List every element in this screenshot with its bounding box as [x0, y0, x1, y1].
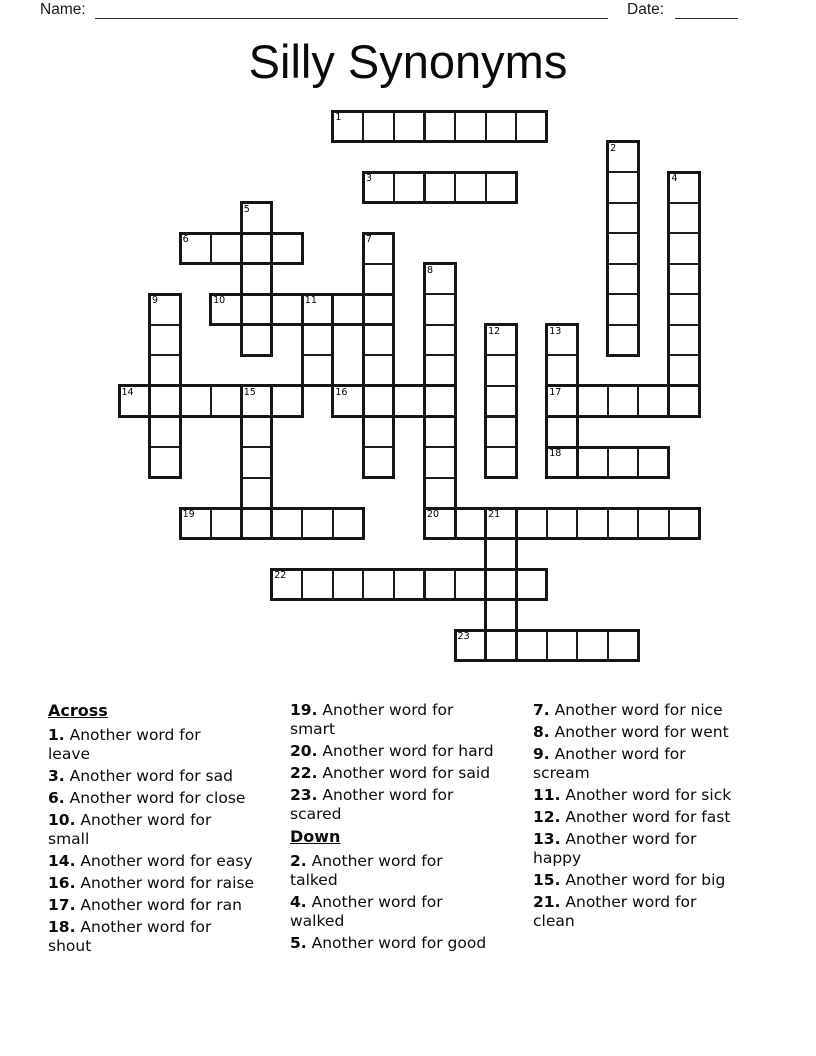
clue-item: 16. Another word for raise — [48, 874, 255, 892]
grid-cell[interactable] — [332, 568, 365, 601]
cell-number: 11 — [304, 295, 317, 307]
clue-item: 17. Another word for ran — [48, 896, 243, 914]
cell-number: 17 — [549, 386, 562, 398]
grid-cell[interactable] — [240, 324, 273, 357]
grid-cell[interactable] — [362, 385, 395, 418]
cell-number: 19 — [182, 509, 195, 521]
clue-number: 7. — [533, 701, 550, 719]
grid-cell[interactable] — [576, 507, 609, 540]
grid-cell[interactable] — [485, 507, 518, 540]
grid-cell[interactable] — [271, 293, 304, 326]
cell-number: 10 — [213, 295, 226, 307]
grid-cell[interactable] — [424, 171, 457, 204]
cell-number: 2 — [610, 142, 617, 154]
grid-cell[interactable] — [332, 110, 365, 143]
clue-number: 17. — [48, 896, 76, 914]
grid-cell[interactable] — [393, 171, 426, 204]
clue-item: 3. Another word for sad — [48, 767, 233, 785]
grid-cell[interactable] — [454, 171, 487, 204]
cell-number: 9 — [152, 295, 159, 307]
grid-cell[interactable] — [332, 507, 365, 540]
grid-cell[interactable] — [485, 324, 518, 357]
clue-item: 8. Another word for went — [533, 723, 729, 741]
grid-cell[interactable] — [607, 171, 640, 204]
grid-cell[interactable] — [362, 324, 395, 357]
grid-cell[interactable] — [454, 568, 487, 601]
grid-cell[interactable] — [485, 110, 518, 143]
cell-number: 21 — [488, 509, 501, 521]
clue-number: 19. — [290, 701, 318, 719]
grid-cell[interactable] — [240, 507, 273, 540]
grid-cell[interactable] — [301, 324, 334, 357]
grid-cell[interactable] — [607, 446, 640, 479]
grid-cell[interactable] — [149, 446, 182, 479]
grid-cell[interactable] — [271, 232, 304, 265]
grid-cell[interactable] — [607, 232, 640, 265]
grid-cell[interactable] — [240, 477, 273, 510]
grid-cell[interactable] — [240, 385, 273, 418]
clue-number: 1. — [48, 726, 65, 744]
grid-cell[interactable] — [362, 354, 395, 387]
cell-number: 7 — [365, 234, 372, 246]
grid-cell[interactable] — [668, 263, 701, 296]
grid-cell[interactable] — [668, 232, 701, 265]
clue-number: 5. — [290, 934, 307, 952]
grid-cell[interactable] — [485, 538, 518, 571]
grid-cell[interactable] — [301, 293, 334, 326]
grid-cell[interactable] — [668, 354, 701, 387]
grid-cell[interactable] — [240, 263, 273, 296]
grid-cell[interactable] — [546, 629, 579, 662]
grid-cell[interactable] — [607, 141, 640, 174]
grid-cell[interactable] — [607, 629, 640, 662]
grid-cell[interactable] — [393, 568, 426, 601]
clue-number: 16. — [48, 874, 76, 892]
cell-number: 16 — [335, 386, 348, 398]
grid-cell[interactable] — [149, 324, 182, 357]
name-label: Name: — [40, 1, 86, 18]
grid-cell[interactable] — [668, 324, 701, 357]
grid-cell[interactable] — [362, 171, 395, 204]
grid-cell[interactable] — [118, 385, 151, 418]
grid-cell[interactable] — [424, 354, 457, 387]
grid-cell[interactable] — [576, 629, 609, 662]
clue-number: 12. — [533, 808, 561, 826]
clue-number: 2. — [290, 852, 307, 870]
clue-number: 15. — [533, 871, 561, 889]
clue-item: 6. Another word for close — [48, 789, 246, 807]
clues-column-2 — [290, 701, 530, 956]
cell-number: 15 — [243, 386, 256, 398]
clue-number: 6. — [48, 789, 65, 807]
grid-cell[interactable] — [576, 446, 609, 479]
clue-number: 4. — [290, 893, 307, 911]
grid-cell[interactable] — [332, 293, 365, 326]
clue-number: 23. — [290, 786, 318, 804]
cell-number: 18 — [549, 448, 562, 460]
grid-cell[interactable] — [271, 385, 304, 418]
grid-cell[interactable] — [362, 568, 395, 601]
cell-number: 4 — [671, 173, 678, 185]
cell-number: 23 — [457, 631, 470, 643]
cell-number: 20 — [427, 509, 440, 521]
grid-cell[interactable] — [668, 385, 701, 418]
grid-cell[interactable] — [668, 507, 701, 540]
grid-cell[interactable] — [240, 446, 273, 479]
grid-cell[interactable] — [424, 324, 457, 357]
clue-number: 18. — [48, 918, 76, 936]
grid-cell[interactable] — [301, 568, 334, 601]
clue-item: 18. Another word for shout — [48, 918, 212, 955]
grid-cell[interactable] — [301, 354, 334, 387]
grid-cell[interactable] — [271, 568, 304, 601]
clue-item: 13. Another word for happy — [533, 830, 697, 867]
grid-cell[interactable] — [240, 232, 273, 265]
clue-item: 22. Another word for said — [290, 764, 491, 782]
grid-cell[interactable] — [362, 110, 395, 143]
grid-cell[interactable] — [485, 446, 518, 479]
clue-number: 22. — [290, 764, 318, 782]
clue-number: 10. — [48, 811, 76, 829]
grid-cell[interactable] — [362, 446, 395, 479]
grid-cell[interactable] — [454, 507, 487, 540]
clue-item: 9. Another word for scream — [533, 745, 686, 782]
grid-cell[interactable] — [332, 385, 365, 418]
grid-cell[interactable] — [179, 507, 212, 540]
clues-column-1 — [48, 701, 288, 959]
clue-number: 9. — [533, 745, 550, 763]
grid-cell[interactable] — [210, 385, 243, 418]
grid-cell[interactable] — [393, 385, 426, 418]
grid-cell[interactable] — [668, 171, 701, 204]
clue-item: 7. Another word for nice — [533, 701, 723, 719]
grid-cell[interactable] — [424, 110, 457, 143]
clue-item: 21. Another word for clean — [533, 893, 697, 930]
clue-item: 11. Another word for sick — [533, 786, 732, 804]
grid-cell[interactable] — [607, 263, 640, 296]
grid-cell[interactable] — [668, 293, 701, 326]
grid-cell[interactable] — [546, 416, 579, 449]
clue-item: 12. Another word for fast — [533, 808, 731, 826]
grid-cell[interactable] — [485, 416, 518, 449]
down-heading: Down — [290, 827, 341, 846]
grid-cell[interactable] — [240, 416, 273, 449]
grid-cell[interactable] — [485, 599, 518, 632]
clue-number: 14. — [48, 852, 76, 870]
clues-column-3 — [533, 701, 773, 934]
cell-number: 14 — [121, 386, 134, 398]
clue-item: 14. Another word for easy — [48, 852, 253, 870]
grid-cell[interactable] — [485, 568, 518, 601]
grid-cell[interactable] — [362, 293, 395, 326]
grid-cell[interactable] — [576, 385, 609, 418]
grid-cell[interactable] — [179, 385, 212, 418]
clue-item: 23. Another word for scared — [290, 786, 454, 823]
grid-cell[interactable] — [362, 416, 395, 449]
grid-cell[interactable] — [515, 110, 548, 143]
grid-cell[interactable] — [424, 263, 457, 296]
grid-cell[interactable] — [240, 202, 273, 235]
grid-cell[interactable] — [637, 446, 670, 479]
grid-cell[interactable] — [149, 416, 182, 449]
grid-cell[interactable] — [637, 507, 670, 540]
grid-cell[interactable] — [271, 507, 304, 540]
grid-cell[interactable] — [424, 446, 457, 479]
grid-cell[interactable] — [179, 232, 212, 265]
grid-cell[interactable] — [637, 385, 670, 418]
grid-cell[interactable] — [424, 293, 457, 326]
cell-number: 6 — [182, 234, 189, 246]
grid-cell[interactable] — [485, 629, 518, 662]
grid-cell[interactable] — [668, 202, 701, 235]
grid-cell[interactable] — [149, 293, 182, 326]
grid-cell[interactable] — [424, 568, 457, 601]
clue-item: 2. Another word for talked — [290, 852, 443, 889]
grid-cell[interactable] — [607, 293, 640, 326]
grid-cell[interactable] — [210, 232, 243, 265]
grid-cell[interactable] — [210, 293, 243, 326]
clue-item: 5. Another word for good — [290, 934, 487, 952]
grid-cell[interactable] — [424, 507, 457, 540]
grid-cell[interactable] — [485, 354, 518, 387]
grid-cell[interactable] — [393, 110, 426, 143]
grid-cell[interactable] — [546, 446, 579, 479]
grid-cell[interactable] — [546, 507, 579, 540]
grid-cell[interactable] — [454, 629, 487, 662]
grid-cell[interactable] — [424, 416, 457, 449]
grid-cell[interactable] — [362, 263, 395, 296]
grid-cell[interactable] — [515, 629, 548, 662]
grid-cell[interactable] — [607, 507, 640, 540]
cell-number: 22 — [274, 570, 287, 582]
clue-item: 15. Another word for big — [533, 871, 726, 889]
across-heading: Across — [48, 701, 108, 720]
grid-cell[interactable] — [454, 110, 487, 143]
clue-number: 20. — [290, 742, 318, 760]
cell-number: 3 — [365, 173, 372, 185]
grid-cell[interactable] — [607, 202, 640, 235]
grid-cell[interactable] — [515, 507, 548, 540]
grid-cell[interactable] — [362, 232, 395, 265]
grid-cell[interactable] — [301, 507, 334, 540]
cell-number: 1 — [335, 112, 342, 123]
clue-item: 20. Another word for hard — [290, 742, 494, 760]
grid-cell[interactable] — [424, 477, 457, 510]
grid-cell[interactable] — [485, 385, 518, 418]
clue-number: 11. — [533, 786, 561, 804]
grid-cell[interactable] — [546, 385, 579, 418]
clue-item: 10. Another word for small — [48, 811, 212, 848]
grid-cell[interactable] — [515, 568, 548, 601]
date-label: Date: — [627, 1, 665, 18]
grid-cell[interactable] — [149, 354, 182, 387]
grid-cell[interactable] — [424, 385, 457, 418]
page-title: Silly Synonyms — [248, 35, 568, 88]
cell-number: 8 — [427, 264, 434, 276]
grid-cell[interactable] — [607, 324, 640, 357]
cell-number: 5 — [243, 203, 250, 215]
grid-cell[interactable] — [607, 385, 640, 418]
grid-cell[interactable] — [546, 324, 579, 357]
clue-number: 3. — [48, 767, 65, 785]
clue-item: 1. Another word for leave — [48, 726, 201, 763]
clue-item: 19. Another word for smart — [290, 701, 454, 738]
clue-number: 8. — [533, 723, 550, 741]
grid-cell[interactable] — [210, 507, 243, 540]
grid-cell[interactable] — [546, 354, 579, 387]
cell-number: 12 — [488, 325, 501, 337]
clue-number: 13. — [533, 830, 561, 848]
grid-cell[interactable] — [240, 293, 273, 326]
grid-cell[interactable] — [149, 385, 182, 418]
cell-number: 13 — [549, 325, 562, 337]
clue-number: 21. — [533, 893, 561, 911]
grid-cell[interactable] — [485, 171, 518, 204]
clue-item: 4. Another word for walked — [290, 893, 443, 930]
